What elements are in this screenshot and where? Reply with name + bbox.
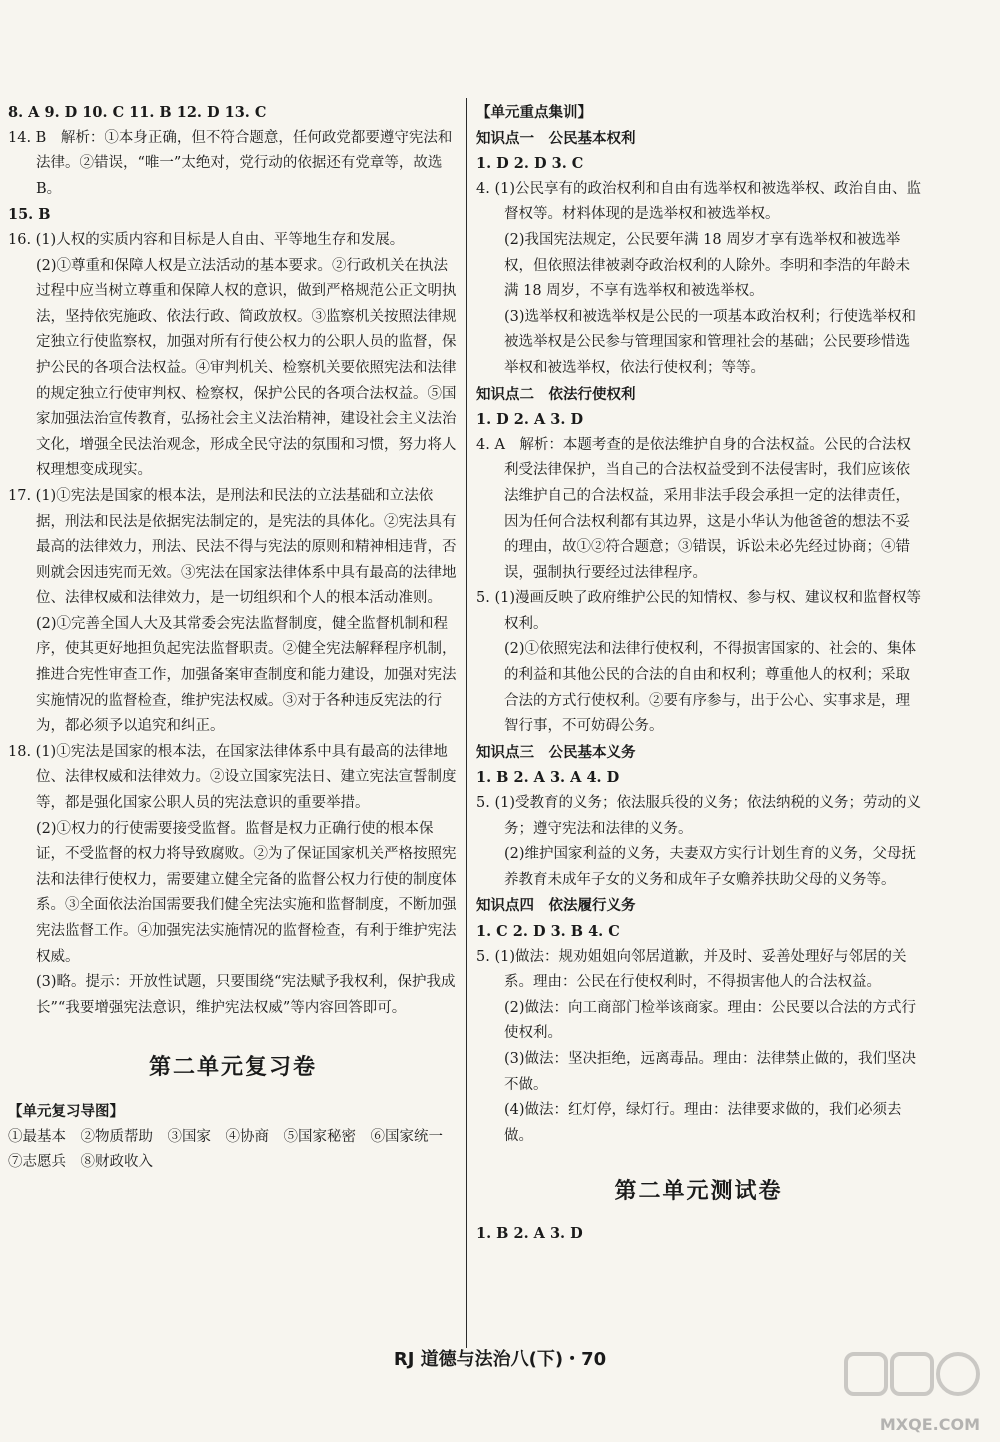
left-column [8,100,458,1176]
kp4-answers-1-4: 1. C 2. D 3. B 4. C [476,923,620,940]
answer-17-part1: 17. (1)①宪法是国家的根本法，是刑法和民法的立法基础和立法依据，刑法和民法是依据宪法制定的，是宪法的具体化。②宪法具有最高的法律效力，刑法、民法不得与宪法的原则和精神相违背，否则就会因违宪而无效。③宪法在国家法律体系中具有最高的法律地位、法律权威和法律效力，是一切组织和个人的根本活动准则。 [8,487,457,607]
kp3-answers-1-4: 1. B 2. A 3. A 4. D [476,769,620,787]
answer-17-part2: (2)①完善全国人大及其常委会宪法监督制度，健全监督机制和程序，使其更好地担负起宪法监督职责。②健全宪法解释程序机制，推进合宪性审查工作，加强备案审查制度和能力建设，加强对宪法实施情况的监督检查，维护宪法权威。③对于各种违反宪法的行为，都必须予以追究和纠正。 [36,615,457,735]
review-map-answers: ①最基本 ②物质帮助 ③国家 ④协商 ⑤国家秘密 ⑥国家统一 ⑦志愿兵 ⑧财政收入 [8,1128,458,1171]
kp1-answer-4-part3: (3)选举权和被选举权是公民的一项基本政治权利；行使选举权和被选举权是公民参与管理国家和管理社会的基础；公民要珍惜选举权和被选举权，依法行使权利；等等。 [504,308,917,376]
answer-18-part1: 18. (1)①宪法是国家的根本法，在国家法律体系中具有最高的法律地位、法律权威和法律效力。②设立国家宪法日、建立宪法宣誓制度等，都是强化国家公职人员的宪法意识的重要举措。 [8,743,457,812]
kp4-answer-5-part1: 5. (1)做法：规劝姐姐向邻居道歉，并及时、妥善处理好与邻居的关系。理由：公民在行使权利时，不得损害他人的合法权益。 [476,948,907,991]
kp4-answer-5-part3: (3)做法：坚决拒绝，远离毒品。理由：法律禁止做的，我们坚决不做。 [504,1050,917,1093]
kp1-answer-4-part1: 4. (1)公民享有的政治权利和自由有选举权和被选举权、政治自由、监督权等。材料体现的是选举权和被选举权。 [476,180,921,223]
answers-8-13: 8. A 9. D 10. C 11. B 12. D 13. C [8,104,267,121]
kp2-answer-5-part1: 5. (1)漫画反映了政府维护公民的知情权、参与权、建议权和监督权等权利。 [476,590,921,632]
answer-14: 14. B 解析：①本身正确，但不符合题意，任何政党都要遵守宪法和法律。②错误，“唯一”太绝对，党行动的依据还有党章等，故选 B。 [8,129,453,197]
knowledge-point-3-heading: 知识点三 公民基本义务 [476,743,636,761]
answer-16-part2: (2)①尊重和保障人权是立法活动的基本要求。②行政机关在执法过程中应当树立尊重和保障人权的意识，做到严格规范公正文明执法，坚持依宪施政、依法行政、简政放权。③监察机关按照法律规定独立行使监察权，加强对所有行使公权力的公职人员的监督，保护公民的各项合法权益。④审判机关、检察机关要依照宪法和法律的规定独立行使审判权、检察权，保护公民的各项合法权益。⑤国家加强法治宣传教育，弘扬社会主义法治精神，建设社会主义法治文化，增强全民法治观念，形成全民守法的氛围和习惯，努力将人权理想变成现实。 [36,257,457,479]
answer-15: 15. B [8,206,51,224]
knowledge-point-1-heading: 知识点一 公民基本权利 [476,129,636,147]
kp1-answer-4-part2: (2)我国宪法规定，公民要年满 18 周岁才享有选举权和被选举权，但依照法律被剥夺政治权利的人除外。李明和李浩的年龄未满 18 周岁，不享有选举权和被选举权。 [504,231,910,300]
section-title-review: 第二单元复习卷 [148,1055,317,1081]
kp2-answer-5-part2: (2)①依照宪法和法律行使权利，不得损害国家的、社会的、集体的利益和其他公民的合法的自由和权利；尊重他人的权利；采取合法的方式行使权利。②要有序参与，出于公心、实事求是，理智行事，不可妨碍公务。 [504,641,917,735]
knowledge-point-2-heading: 知识点二 依法行使权利 [476,385,636,403]
answer-16-part1: 16. (1)人权的实质内容和目标是人自由、平等地生存和发展。 [8,231,405,248]
page-footer: RJ 道德与法治八(下)・70 [393,1349,607,1370]
watermark-text: MXQE.COM [879,1415,980,1434]
kp4-answer-5-part2: (2)做法：向工商部门检举该商家。理由：公民要以合法的方式行使权利。 [504,999,917,1042]
kp4-answer-5-part4: (4)做法：红灯停，绿灯行。理由：法律要求做的，我们必须去做。 [504,1102,902,1144]
kp3-answer-5-part1: 5. (1)受教育的义务；依法服兵役的义务；依法纳税的义务；劳动的义务；遵守宪法和法律的义务。 [476,795,921,837]
kp2-answer-4: 4. A 解析：本题考查的是依法维护自身的合法权益。公民的合法权利受法律保护，当自己的合法权益受到不法侵害时，我们应该依法维护自己的合法权益，采用非法手段会承担一定的法律责任，因为任何合法权利都有其边界，这是小华认为他爸爸的想法不妥的理由，故①②符合题意；③错误，诉讼未必先经过协商；④错误，强制执行要经过法律程序。 [476,436,911,581]
test-answers-1-3: 1. B 2. A 3. D [476,1224,583,1242]
answer-18-part3: (3)略。提示：开放性试题，只要围绕“宪法赋予我权利，保护我成长”“我要增强宪法意识，维护宪法权威”等内容回答即可。 [36,974,456,1016]
section-title-test: 第二单元测试卷 [614,1179,783,1205]
answer-18-part2: (2)①权力的行使需要接受监督。监督是权力正确行使的根本保证，不受监督的权力将导致腐败。②为了保证国家机关严格按照宪法和法律行使权力，需要建立健全完备的监督公权力行使的制度体系。③全面依法治国需要我们健全宪法实施和监督制度，不断加强宪法监督工作。④加强宪法实施情况的监督检查，有利于维护宪法权威。 [36,820,457,965]
kp2-answers-1-3: 1. D 2. A 3. D [476,411,584,429]
kp1-answers-1-3: 1. D 2. D 3. C [476,155,584,173]
focus-training-heading: 【单元重点集训】 [476,104,592,121]
knowledge-point-4-heading: 知识点四 依法履行义务 [476,897,636,915]
column-divider [466,98,467,1348]
right-column [476,100,921,1247]
kp3-answer-5-part2: (2)维护国家利益的义务，夫妻双方实行计划生育的义务，父母抚养教育未成年子女的义务和成年子女赡养扶助父母的义务等。 [504,846,917,888]
review-map-heading: 【单元复习导图】 [8,1102,124,1120]
